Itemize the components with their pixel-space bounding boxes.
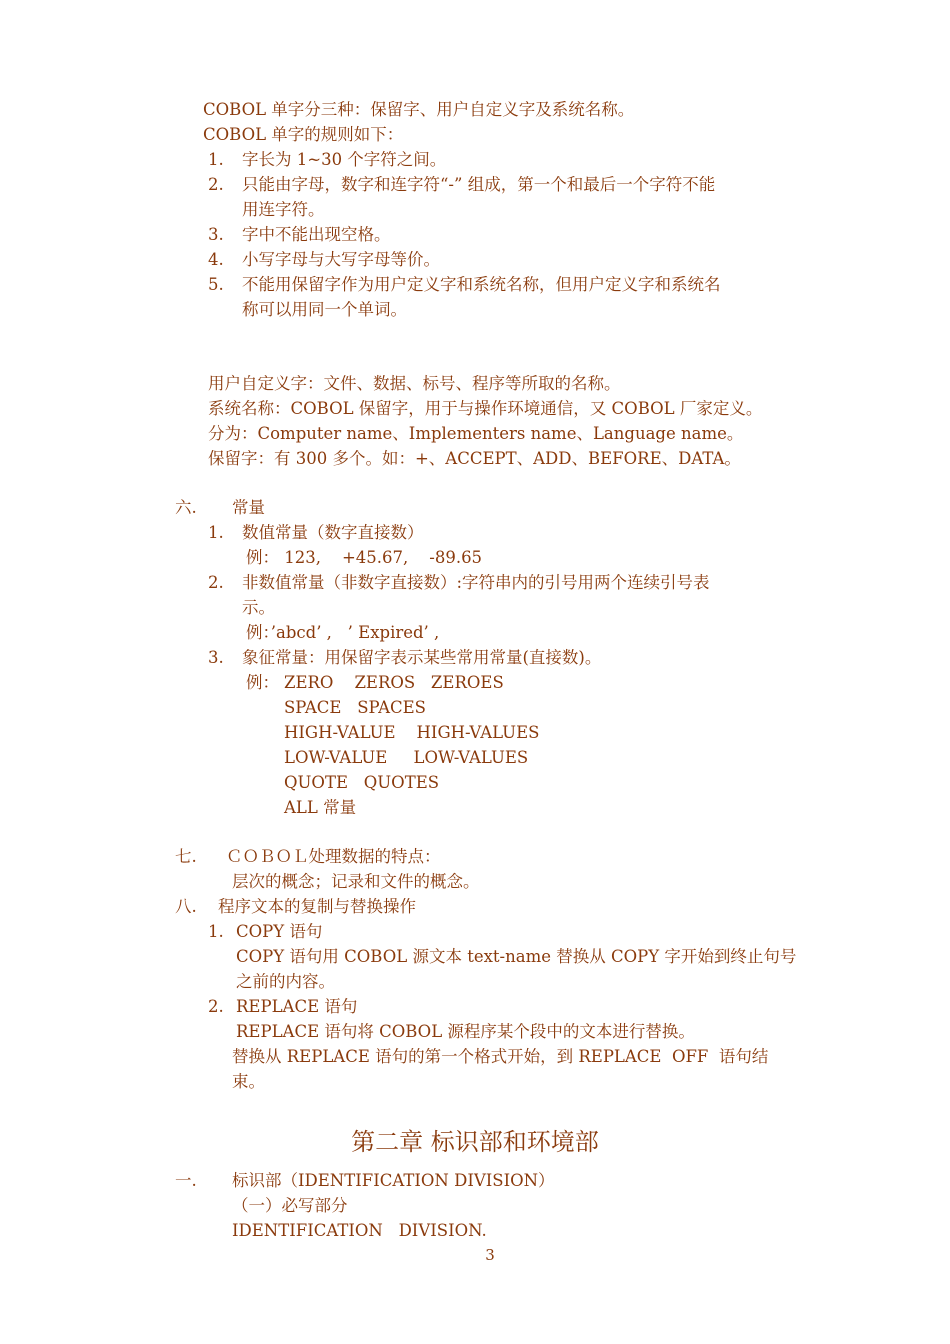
rule-text: 不能用保留字作为用户定义字和系统名称，但用户定义字和系统名 xyxy=(242,275,721,294)
symbolic-constant-row: ZERO ZEROS ZEROES xyxy=(284,673,504,692)
item-example: 例： 123, +45.67, -89.65 xyxy=(246,548,483,567)
section-title: 程序文本的复制与替换操作 xyxy=(218,897,416,916)
item-body: 束。 xyxy=(232,1072,265,1091)
rule-number: 2. xyxy=(208,175,224,194)
page-number: 3 xyxy=(485,1246,495,1264)
item-example: 例：’abcd’ , ’ Expired’ , xyxy=(246,623,440,642)
symbolic-constant-row: LOW-VALUE LOW-VALUES xyxy=(284,748,529,767)
rule-text-continued: 称可以用同一个单词。 xyxy=(242,300,407,319)
symbolic-constant-row: QUOTE QUOTES xyxy=(284,773,440,792)
item-number: 2. xyxy=(208,997,224,1016)
item-body: 替换从 REPLACE 语句的第一个格式开始，到 REPLACE OFF 语句结 xyxy=(232,1047,769,1066)
definition-reserved: 保留字：有 300 多个。如：+、ACCEPT、ADD、BEFORE、DATA。 xyxy=(208,449,741,468)
definition-system: 系统名称：COBOL 保留字，用于与操作环境通信，又 COBOL 厂家定义。 xyxy=(208,399,763,418)
rule-text: 字中不能出现空格。 xyxy=(242,225,391,244)
section-title: 标识部（IDENTIFICATION DIVISION） xyxy=(232,1171,555,1190)
rule-number: 5. xyxy=(208,275,224,294)
code-line: IDENTIFICATION DIVISION. xyxy=(232,1221,487,1240)
definition-split: 分为：Computer name、Implementers name、Language name。 xyxy=(208,424,744,443)
symbolic-constant-row: SPACE SPACES xyxy=(284,698,426,717)
rule-text: 只能由字母，数字和连字符“-” 组成，第一个和最后一个字符不能 xyxy=(242,175,716,194)
item-body: REPLACE 语句将 COBOL 源程序某个段中的文本进行替换。 xyxy=(236,1022,695,1041)
intro-line-1: COBOL 单字分三种：保留字、用户自定义字及系统名称。 xyxy=(203,100,635,119)
section-body: 层次的概念；记录和文件的概念。 xyxy=(232,872,480,891)
section-number: 八. xyxy=(175,897,197,916)
item-text: 非数值常量（非数字直接数）:字符串内的引号用两个连续引号表 xyxy=(242,573,710,592)
example-label: 例： xyxy=(246,673,279,692)
item-title: COPY 语句 xyxy=(236,922,323,941)
item-title: REPLACE 语句 xyxy=(236,997,358,1016)
section-title: 常量 xyxy=(232,498,265,517)
item-text-continued: 示。 xyxy=(242,598,275,617)
subsection-title: （一）必写部分 xyxy=(232,1196,348,1215)
symbolic-constant-row: HIGH-VALUE HIGH-VALUES xyxy=(284,723,540,742)
chapter-title: 第二章 标识部和环境部 xyxy=(351,1128,599,1156)
item-text: 象征常量：用保留字表示某些常用常量(直接数)。 xyxy=(242,648,602,667)
symbolic-constant-row: ALL 常量 xyxy=(284,798,357,817)
section-title: ＣＯＢＯＬ处理数据的特点： xyxy=(226,847,441,866)
rule-text-continued: 用连字符。 xyxy=(242,200,325,219)
rule-text: 小写字母与大写字母等价。 xyxy=(242,250,440,269)
item-text: 数值常量（数字直接数） xyxy=(242,523,424,542)
intro-line-2: COBOL 单字的规则如下： xyxy=(203,125,404,144)
rule-number: 3. xyxy=(208,225,224,244)
section-number: 一. xyxy=(175,1171,197,1190)
item-body: COPY 语句用 COBOL 源文本 text-name 替换从 COPY 字开始到终止句号 xyxy=(236,947,797,966)
item-number: 1. xyxy=(208,523,224,542)
definition-user: 用户自定义字：文件、数据、标号、程序等所取的名称。 xyxy=(208,374,621,393)
item-body: 之前的内容。 xyxy=(236,972,335,991)
section-number: 七. xyxy=(175,847,197,866)
item-number: 3. xyxy=(208,648,224,667)
rule-number: 4. xyxy=(208,250,224,269)
rule-text: 字长为 1~30 个字符之间。 xyxy=(242,150,447,169)
section-number: 六. xyxy=(175,498,197,517)
item-number: 2. xyxy=(208,573,224,592)
rule-number: 1. xyxy=(208,150,224,169)
item-number: 1. xyxy=(208,922,224,941)
